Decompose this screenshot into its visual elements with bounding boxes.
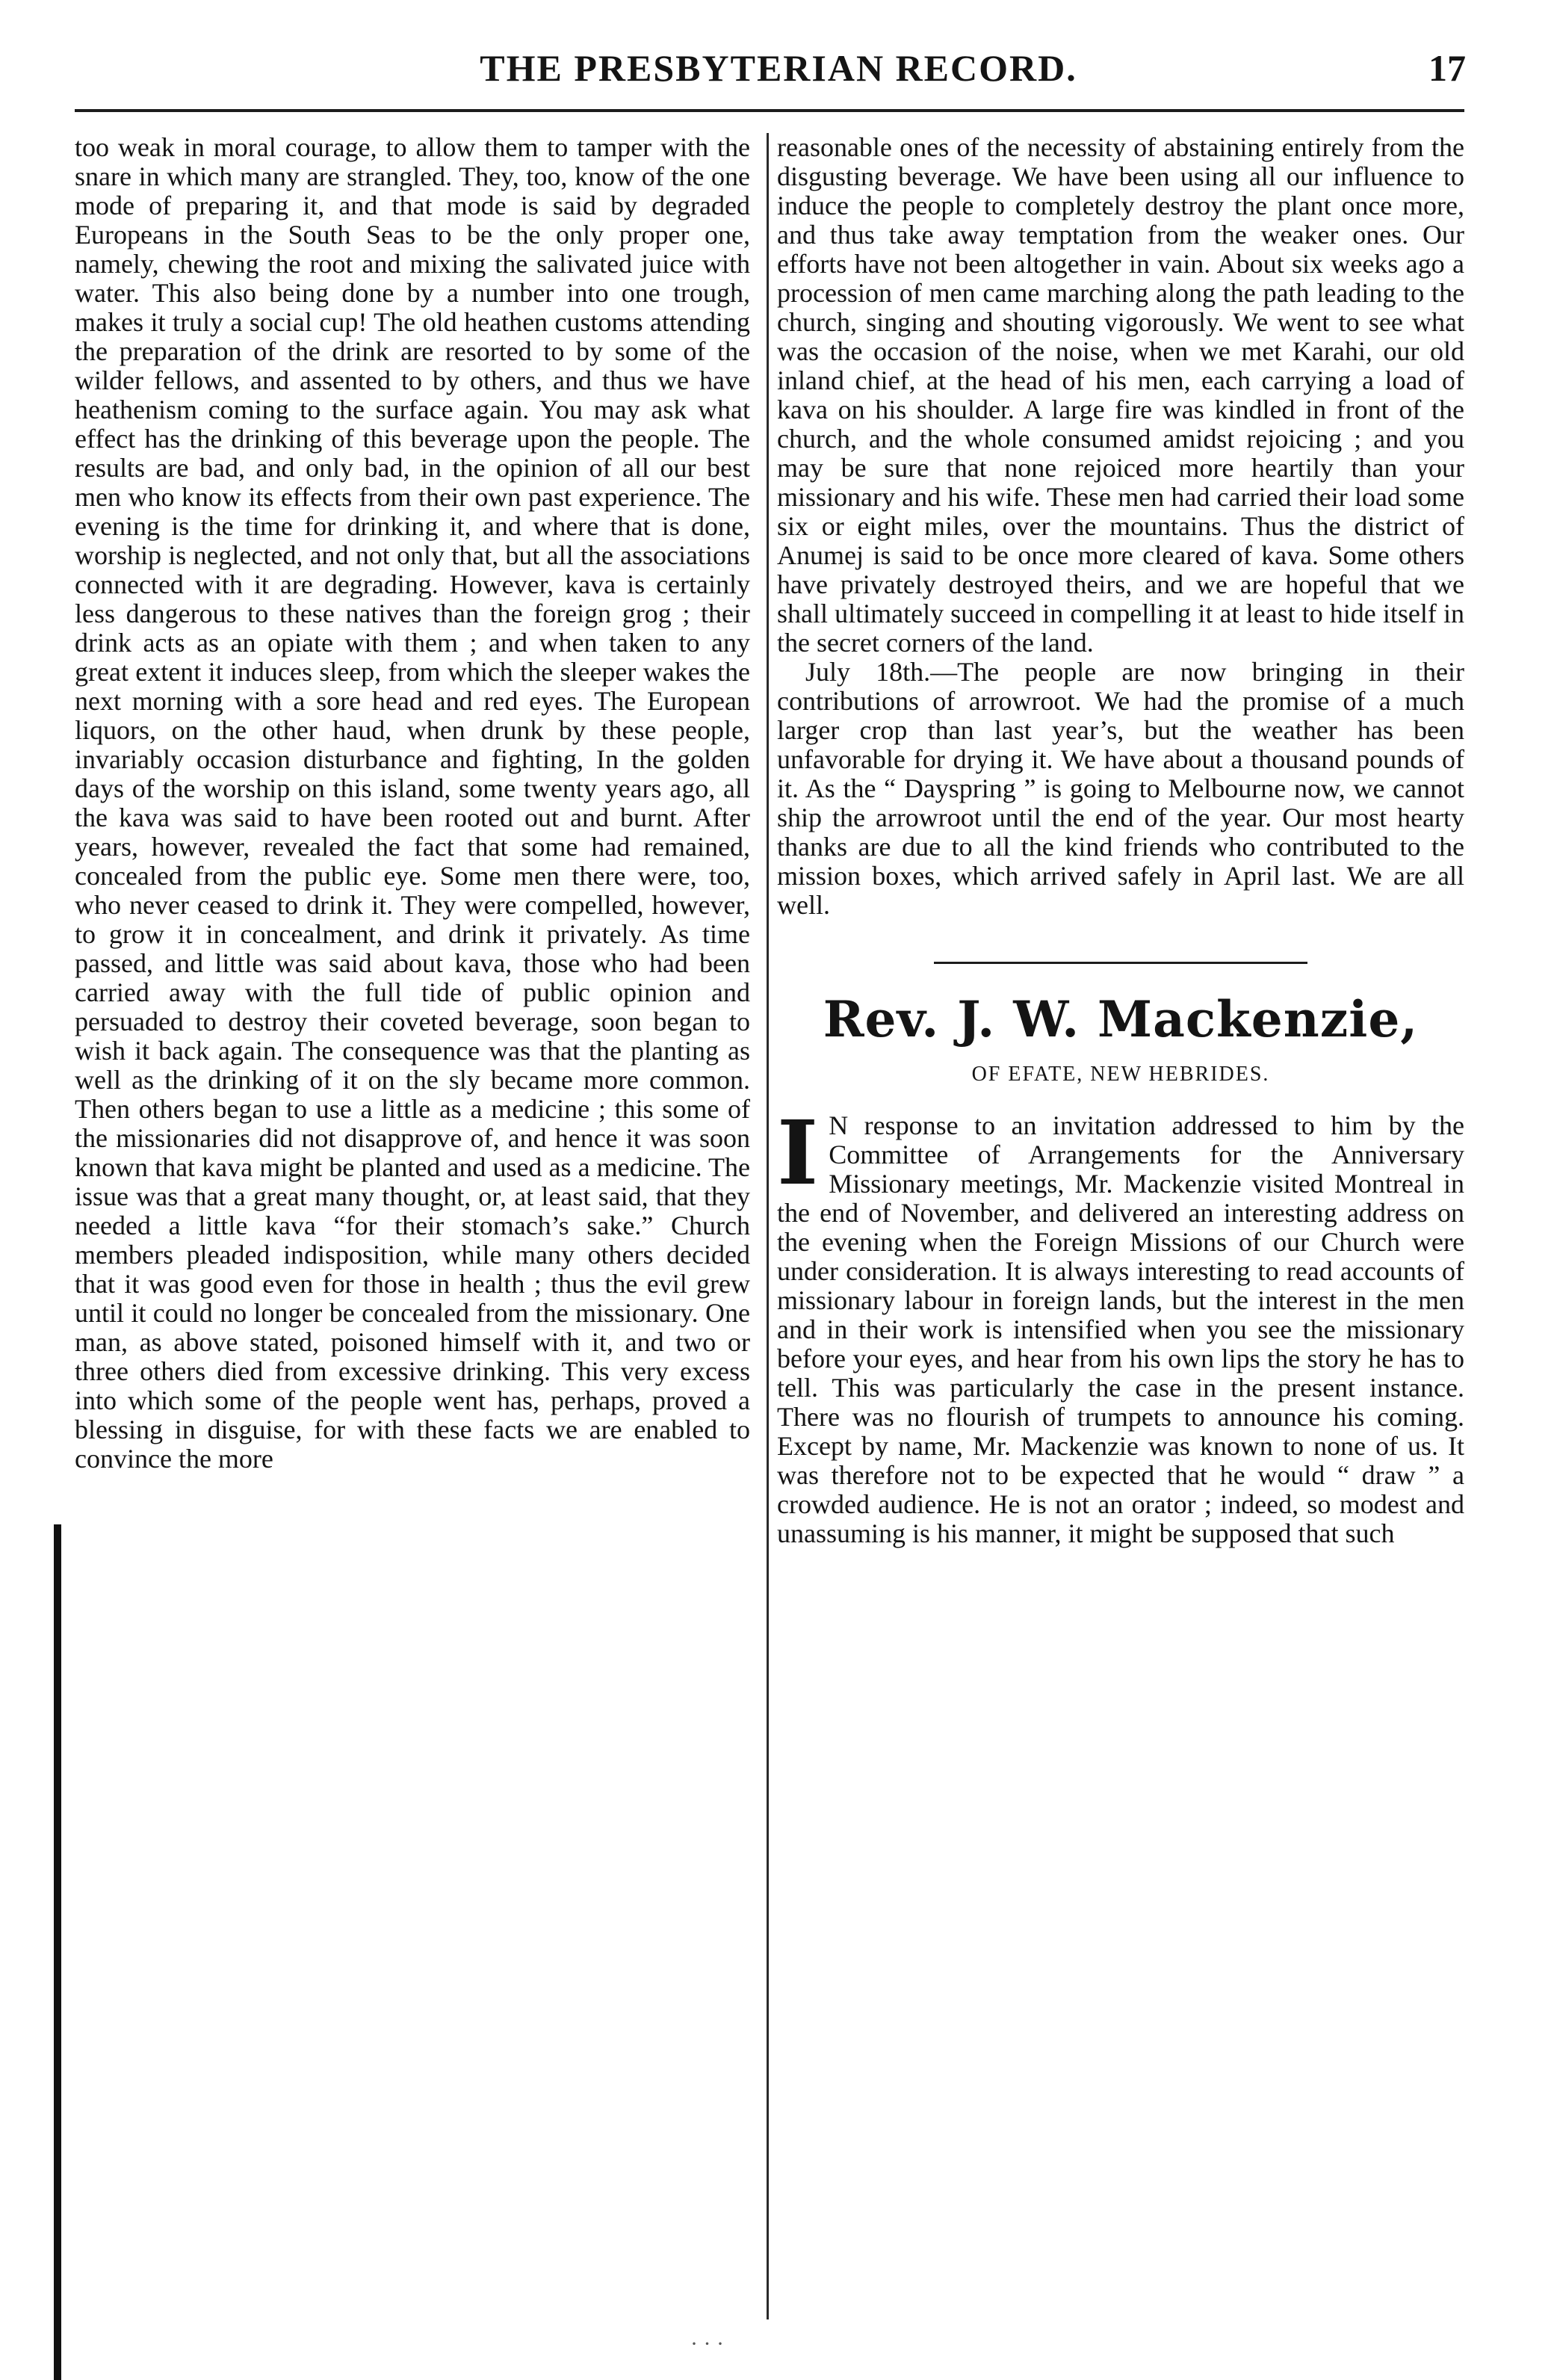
- right-paragraph-2: July 18th.—The people are now bringing in their contributions of arrowroot. We had the promise of a much larger crop than last year’s, but the weather has been unfavorable for drying it. We have about a thousand pounds of it. As the “ Dayspring ” is going to Melbourne now, we cannot ship the arrowroot until the end of the year. Our most hearty thanks are due to all the kind friends who contributed to the mission boxes, which arrived safely in April last. We are all well.: [777, 657, 1464, 920]
- scan-speck-marks: · · ·: [690, 2331, 724, 2356]
- section-heading: Rev. J. W. Mackenzie,: [823, 990, 1419, 1048]
- section-divider: [934, 962, 1307, 964]
- right-paragraph-3: N response to an invitation addressed to him by the Committee of Arrangements for the Anniversary Missionary meetings, Mr. Mackenzie visited Montreal in the end of November, and delivered an interesting address on the evening when the Foreign Missions of our Church were under consideration. It is always interesting to read accounts of missionary labour in foreign lands, but the interest in the men and in their work is intensified when you see the missionary before your eyes, and hear from his own lips the story he has to tell. This was particularly the case in the present instance. There was no flourish of trumpets to announce his coming. Except by name, Mr. Mackenzie was known to none of us. It was therefore not to be expected that he would “ draw ” a crowded audience. He is not an orator ; indeed, so modest and unassuming is his manner, it might be supposed that such: [777, 1110, 1464, 1548]
- running-title: THE PRESBYTERIAN RECORD.: [480, 47, 1077, 89]
- left-column: [75, 133, 750, 1474]
- page-header: [0, 46, 1557, 99]
- section-subheading: OF EFATE, NEW HEBRIDES.: [971, 1063, 1270, 1086]
- left-paragraph-1: too weak in moral courage, to allow them to tamper with the snare in which many are strangled. They, too, know of the one mode of preparing it, and that mode is said by degraded Europeans in the South Seas to be the only proper one, namely, chewing the root and mixing the salivated juice with water. This also being done by a number into one trough, makes it truly a social cup! The old heathen customs attending the preparation of the drink are resorted to by some of the wilder fellows, and assented to by others, and thus we have heathenism coming to the surface again. You may ask what effect has the drinking of this beverage upon the people. The results are bad, and only bad, in the opinion of all our best men who know its effects from their own past experience. The evening is the time for drinking it, and where that is done, worship is neglected, and not only that, but all the associations connected with it are degrading. However, kava is certainly less dangerous to these natives than the foreign grog ; their drink acts as an opiate with them ; and when taken to any great extent it induces sleep, from which the sleeper wakes the next morning with a sore head and red eyes. The European liquors, on the other haud, when drunk by these people, invariably occasion disturbance and fighting, In the golden days of the worship on this island, some twenty years ago, all the kava was said to have been rooted out and burnt. After years, however, revealed the fact that some had remained, concealed from the public eye. Some men there were, too, who never ceased to drink it. They were compelled, however, to grow it in concealment, and drink it privately. As time passed, and little was said about kava, those who had been carried away with the full tide of public opinion and persuaded to destroy their coveted beverage, soon began to wish it back again. The consequence was that the planting as well as the drinking of it on the sly became more common. Then others began to use a little as a medicine ; this some of the missionaries did not disapprove of, and hence it was soon known that kava might be planted and used as a medicine. The issue was that a great many thought, or, at least said, that they needed a little kava “for their stomach’s sake.” Church members pleaded indisposition, while many others decided that it was good even for those in health ; thus the evil grew until it could no longer be concealed from the missionary. One man, as above stated, poisoned himself with it, and two or three others died from excessive drinking. This very excess into which some of the people went has, perhaps, proved a blessing in disguise, for with these facts we are enabled to convince the more: [75, 132, 750, 1474]
- right-paragraph-3-container: [777, 1101, 1464, 1548]
- column-divider: [767, 133, 769, 2319]
- page-number: 17: [1428, 47, 1466, 89]
- drop-cap: I: [777, 1101, 819, 1205]
- header-rule: [75, 109, 1464, 112]
- right-column: [777, 133, 1464, 1548]
- right-paragraph-1: reasonable ones of the necessity of abstaining entirely from the disgusting beverage. We have been using all our influence to induce the people to completely destroy the plant once more, and thus take away temptation from the weaker ones. Our efforts have not been altogether in vain. About six weeks ago a procession of men came marching along the path leading to the church, singing and shouting vigorously. We went to see what was the occasion of the noise, when we met Karahi, our old inland chief, at the head of his men, each carrying a load of kava on his shoulder. A large fire was kindled in front of the church, and the whole consumed amidst rejoicing ; and you may be sure that none rejoiced more heartily than your missionary and his wife. These men had carried their load some six or eight miles, over the mountains. Thus the district of Anumej is said to be once more cleared of kava. Some others have privately destroyed theirs, and we are hopeful that we shall ultimately succeed in compelling it at least to hide itself in the secret corners of the land.: [777, 132, 1464, 658]
- scan-edge-shadow: [54, 1524, 61, 2380]
